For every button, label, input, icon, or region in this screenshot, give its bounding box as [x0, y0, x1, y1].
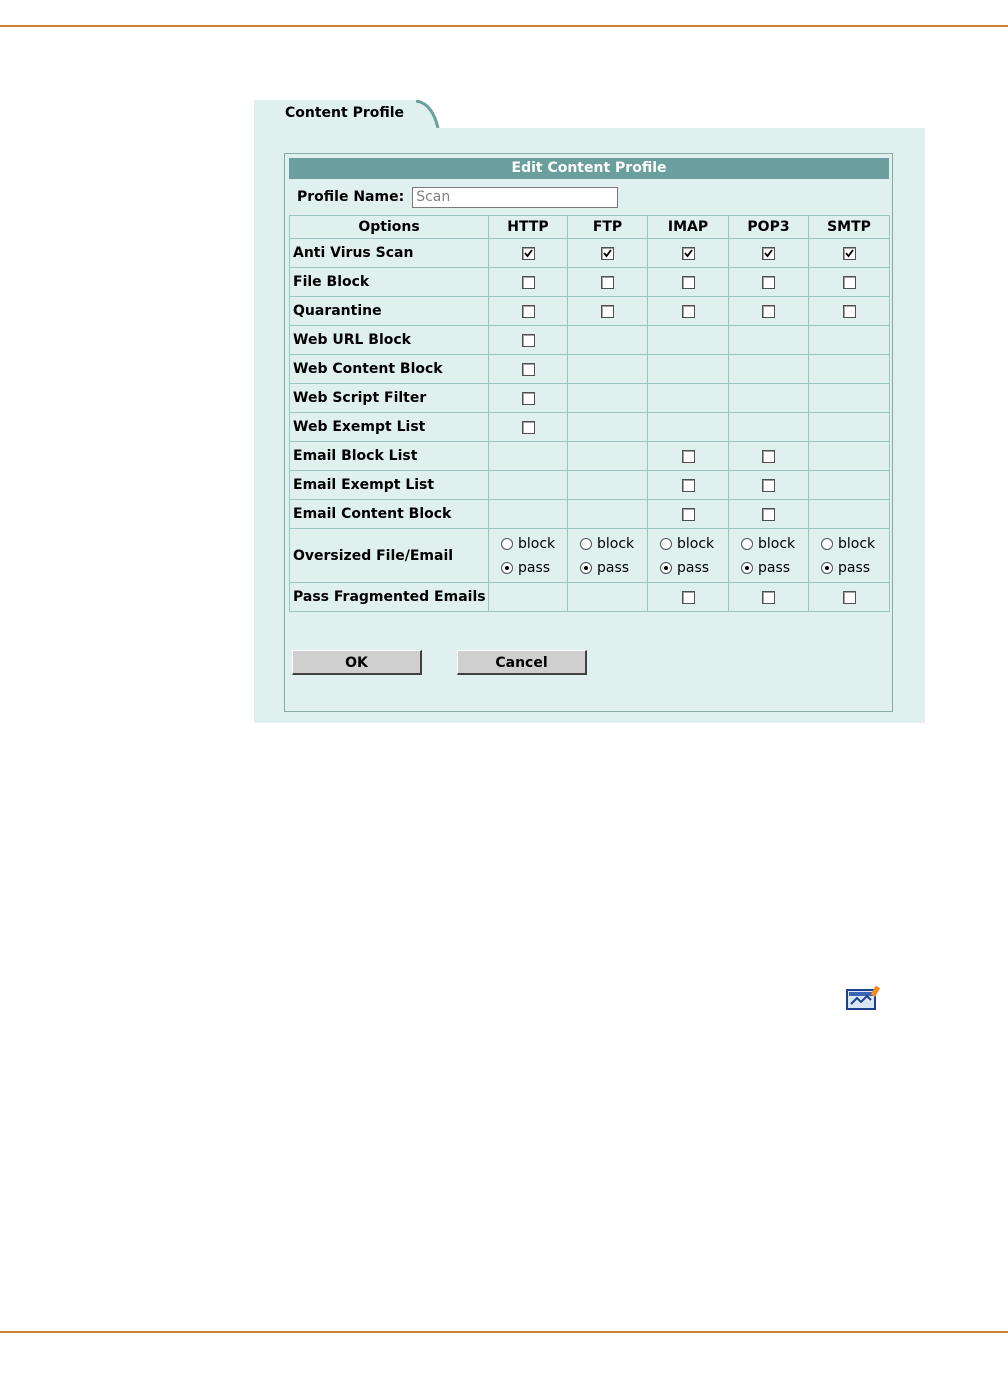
profile-name-row — [297, 186, 618, 208]
radio-block-imap[interactable] — [660, 538, 672, 550]
bottom-rule — [0, 1331, 1008, 1333]
checkbox-imap[interactable] — [682, 591, 695, 604]
row-label: Web Exempt List — [290, 413, 489, 442]
radio-block-ftp[interactable] — [580, 538, 592, 550]
radio-option-pass[interactable] — [660, 556, 709, 580]
radio-option-pass[interactable] — [741, 556, 790, 580]
row-label: Anti Virus Scan — [290, 239, 489, 268]
cell-http — [489, 583, 568, 612]
checkbox-smtp[interactable] — [843, 305, 856, 318]
row-label: Web Content Block — [290, 355, 489, 384]
radio-block-smtp[interactable] — [821, 538, 833, 550]
checkbox-smtp[interactable] — [843, 276, 856, 289]
cell-pop3 — [729, 297, 809, 326]
table-row — [290, 268, 890, 297]
checkbox-http[interactable] — [522, 392, 535, 405]
cell-http — [489, 268, 568, 297]
column-header-options: Options — [290, 216, 489, 239]
radio-option-pass[interactable] — [580, 556, 629, 580]
checkbox-ftp[interactable] — [601, 276, 614, 289]
cell-smtp — [809, 500, 890, 529]
row-label: Quarantine — [290, 297, 489, 326]
cell-smtp — [809, 442, 890, 471]
radio-option-pass[interactable] — [501, 556, 550, 580]
checkbox-imap[interactable] — [682, 479, 695, 492]
cell-smtp — [809, 355, 890, 384]
checkbox-checked-ftp[interactable] — [601, 247, 614, 260]
cell-ftp — [568, 326, 648, 355]
table-row-oversized — [290, 529, 890, 583]
checkbox-checked-smtp[interactable] — [843, 247, 856, 260]
cell-smtp — [809, 268, 890, 297]
oversized-radio-group-http — [489, 532, 567, 580]
checkbox-imap[interactable] — [682, 276, 695, 289]
ok-button[interactable]: OK — [292, 650, 422, 675]
checkbox-smtp[interactable] — [843, 591, 856, 604]
checkbox-checked-http[interactable] — [522, 247, 535, 260]
radio-pass-http[interactable] — [501, 562, 513, 574]
radio-label-pass: pass — [758, 559, 791, 576]
cell-http — [489, 326, 568, 355]
tab-content-profile[interactable] — [254, 100, 440, 130]
cell-smtp — [809, 583, 890, 612]
options-table — [289, 215, 890, 612]
row-label: Email Content Block — [290, 500, 489, 529]
profile-name-input[interactable] — [412, 187, 618, 208]
cell-smtp — [809, 297, 890, 326]
row-label: Pass Fragmented Emails — [290, 583, 489, 612]
column-header-http: HTTP — [489, 216, 568, 239]
row-label: Email Block List — [290, 442, 489, 471]
cell-smtp — [809, 413, 890, 442]
cell-imap — [648, 471, 729, 500]
checkbox-pop3[interactable] — [762, 591, 775, 604]
table-row — [290, 326, 890, 355]
radio-pass-imap[interactable] — [660, 562, 672, 574]
cell-http — [489, 413, 568, 442]
cell-ftp — [568, 268, 648, 297]
cell-pop3 — [729, 326, 809, 355]
radio-label-block: block — [758, 535, 796, 552]
cell-imap — [648, 529, 729, 583]
radio-label-block: block — [677, 535, 715, 552]
checkbox-checked-pop3[interactable] — [762, 247, 775, 260]
cell-pop3 — [729, 500, 809, 529]
radio-option-block[interactable] — [741, 532, 795, 556]
cell-pop3 — [729, 384, 809, 413]
checkbox-http[interactable] — [522, 363, 535, 376]
cell-imap — [648, 326, 729, 355]
oversized-radio-group-smtp — [809, 532, 889, 580]
cell-smtp — [809, 326, 890, 355]
table-header-row — [290, 216, 890, 239]
row-label: Web Script Filter — [290, 384, 489, 413]
table-row — [290, 442, 890, 471]
cell-smtp — [809, 529, 890, 583]
cell-imap — [648, 442, 729, 471]
cell-http — [489, 297, 568, 326]
radio-option-block[interactable] — [501, 532, 555, 556]
row-label: File Block — [290, 268, 489, 297]
cell-smtp — [809, 239, 890, 268]
radio-label-pass: pass — [597, 559, 630, 576]
cell-http — [489, 529, 568, 583]
checkbox-http[interactable] — [522, 421, 535, 434]
cell-pop3 — [729, 268, 809, 297]
cell-smtp — [809, 471, 890, 500]
table-row — [290, 297, 890, 326]
cell-ftp — [568, 500, 648, 529]
cell-imap — [648, 384, 729, 413]
checkbox-http[interactable] — [522, 305, 535, 318]
radio-pass-ftp[interactable] — [580, 562, 592, 574]
radio-label-block: block — [838, 535, 876, 552]
table-row — [290, 384, 890, 413]
cell-pop3 — [729, 471, 809, 500]
table-row — [290, 239, 890, 268]
edit-icon[interactable] — [846, 985, 880, 1015]
cell-http — [489, 384, 568, 413]
cell-smtp — [809, 384, 890, 413]
radio-label-pass: pass — [838, 559, 871, 576]
cell-imap — [648, 500, 729, 529]
column-header-imap: IMAP — [648, 216, 729, 239]
checkbox-pop3[interactable] — [762, 479, 775, 492]
radio-label-block: block — [518, 535, 556, 552]
column-header-smtp: SMTP — [809, 216, 890, 239]
cell-imap — [648, 239, 729, 268]
checkbox-imap[interactable] — [682, 508, 695, 521]
checkbox-pop3[interactable] — [762, 276, 775, 289]
radio-block-pop3[interactable] — [741, 538, 753, 550]
cell-http — [489, 500, 568, 529]
cell-http — [489, 239, 568, 268]
cell-http — [489, 471, 568, 500]
checkbox-pop3[interactable] — [762, 305, 775, 318]
radio-option-block[interactable] — [580, 532, 634, 556]
cell-imap — [648, 355, 729, 384]
cell-http — [489, 355, 568, 384]
cell-ftp — [568, 442, 648, 471]
checkbox-http[interactable] — [522, 276, 535, 289]
cell-imap — [648, 413, 729, 442]
cell-pop3 — [729, 355, 809, 384]
checkbox-pop3[interactable] — [762, 508, 775, 521]
profile-name-label: Profile Name: — [297, 189, 405, 205]
radio-option-block[interactable] — [821, 532, 875, 556]
cell-ftp — [568, 413, 648, 442]
radio-option-pass[interactable] — [821, 556, 870, 580]
row-label: Web URL Block — [290, 326, 489, 355]
top-rule — [0, 25, 1008, 27]
row-label: Email Exempt List — [290, 471, 489, 500]
cell-ftp — [568, 384, 648, 413]
cell-imap — [648, 268, 729, 297]
cell-ftp — [568, 239, 648, 268]
cell-ftp — [568, 297, 648, 326]
checkbox-imap[interactable] — [682, 305, 695, 318]
table-row — [290, 413, 890, 442]
tab-curve — [404, 100, 440, 130]
cell-ftp — [568, 529, 648, 583]
table-row-pass-fragmented — [290, 583, 890, 612]
cell-ftp — [568, 355, 648, 384]
table-row — [290, 355, 890, 384]
checkbox-ftp[interactable] — [601, 305, 614, 318]
cell-pop3 — [729, 442, 809, 471]
radio-label-pass: pass — [518, 559, 551, 576]
cell-imap — [648, 583, 729, 612]
column-header-ftp: FTP — [568, 216, 648, 239]
row-label: Oversized File/Email — [290, 529, 489, 583]
oversized-radio-group-imap — [648, 532, 728, 580]
table-row — [290, 500, 890, 529]
cell-pop3 — [729, 529, 809, 583]
checkbox-checked-imap[interactable] — [682, 247, 695, 260]
cell-http — [489, 442, 568, 471]
radio-pass-pop3[interactable] — [741, 562, 753, 574]
tab-label: Content Profile — [285, 105, 405, 121]
cell-ftp — [568, 583, 648, 612]
checkbox-pop3[interactable] — [762, 450, 775, 463]
radio-option-block[interactable] — [660, 532, 714, 556]
radio-block-http[interactable] — [501, 538, 513, 550]
oversized-radio-group-pop3 — [729, 532, 808, 580]
oversized-radio-group-ftp — [568, 532, 647, 580]
cell-imap — [648, 297, 729, 326]
table-row — [290, 471, 890, 500]
column-header-pop3: POP3 — [729, 216, 809, 239]
radio-label-block: block — [597, 535, 635, 552]
checkbox-imap[interactable] — [682, 450, 695, 463]
cell-pop3 — [729, 413, 809, 442]
checkbox-http[interactable] — [522, 334, 535, 347]
cell-pop3 — [729, 583, 809, 612]
form-header: Edit Content Profile — [289, 158, 889, 179]
radio-label-pass: pass — [677, 559, 710, 576]
radio-pass-smtp[interactable] — [821, 562, 833, 574]
cell-ftp — [568, 471, 648, 500]
cell-pop3 — [729, 239, 809, 268]
cancel-button[interactable]: Cancel — [457, 650, 587, 675]
